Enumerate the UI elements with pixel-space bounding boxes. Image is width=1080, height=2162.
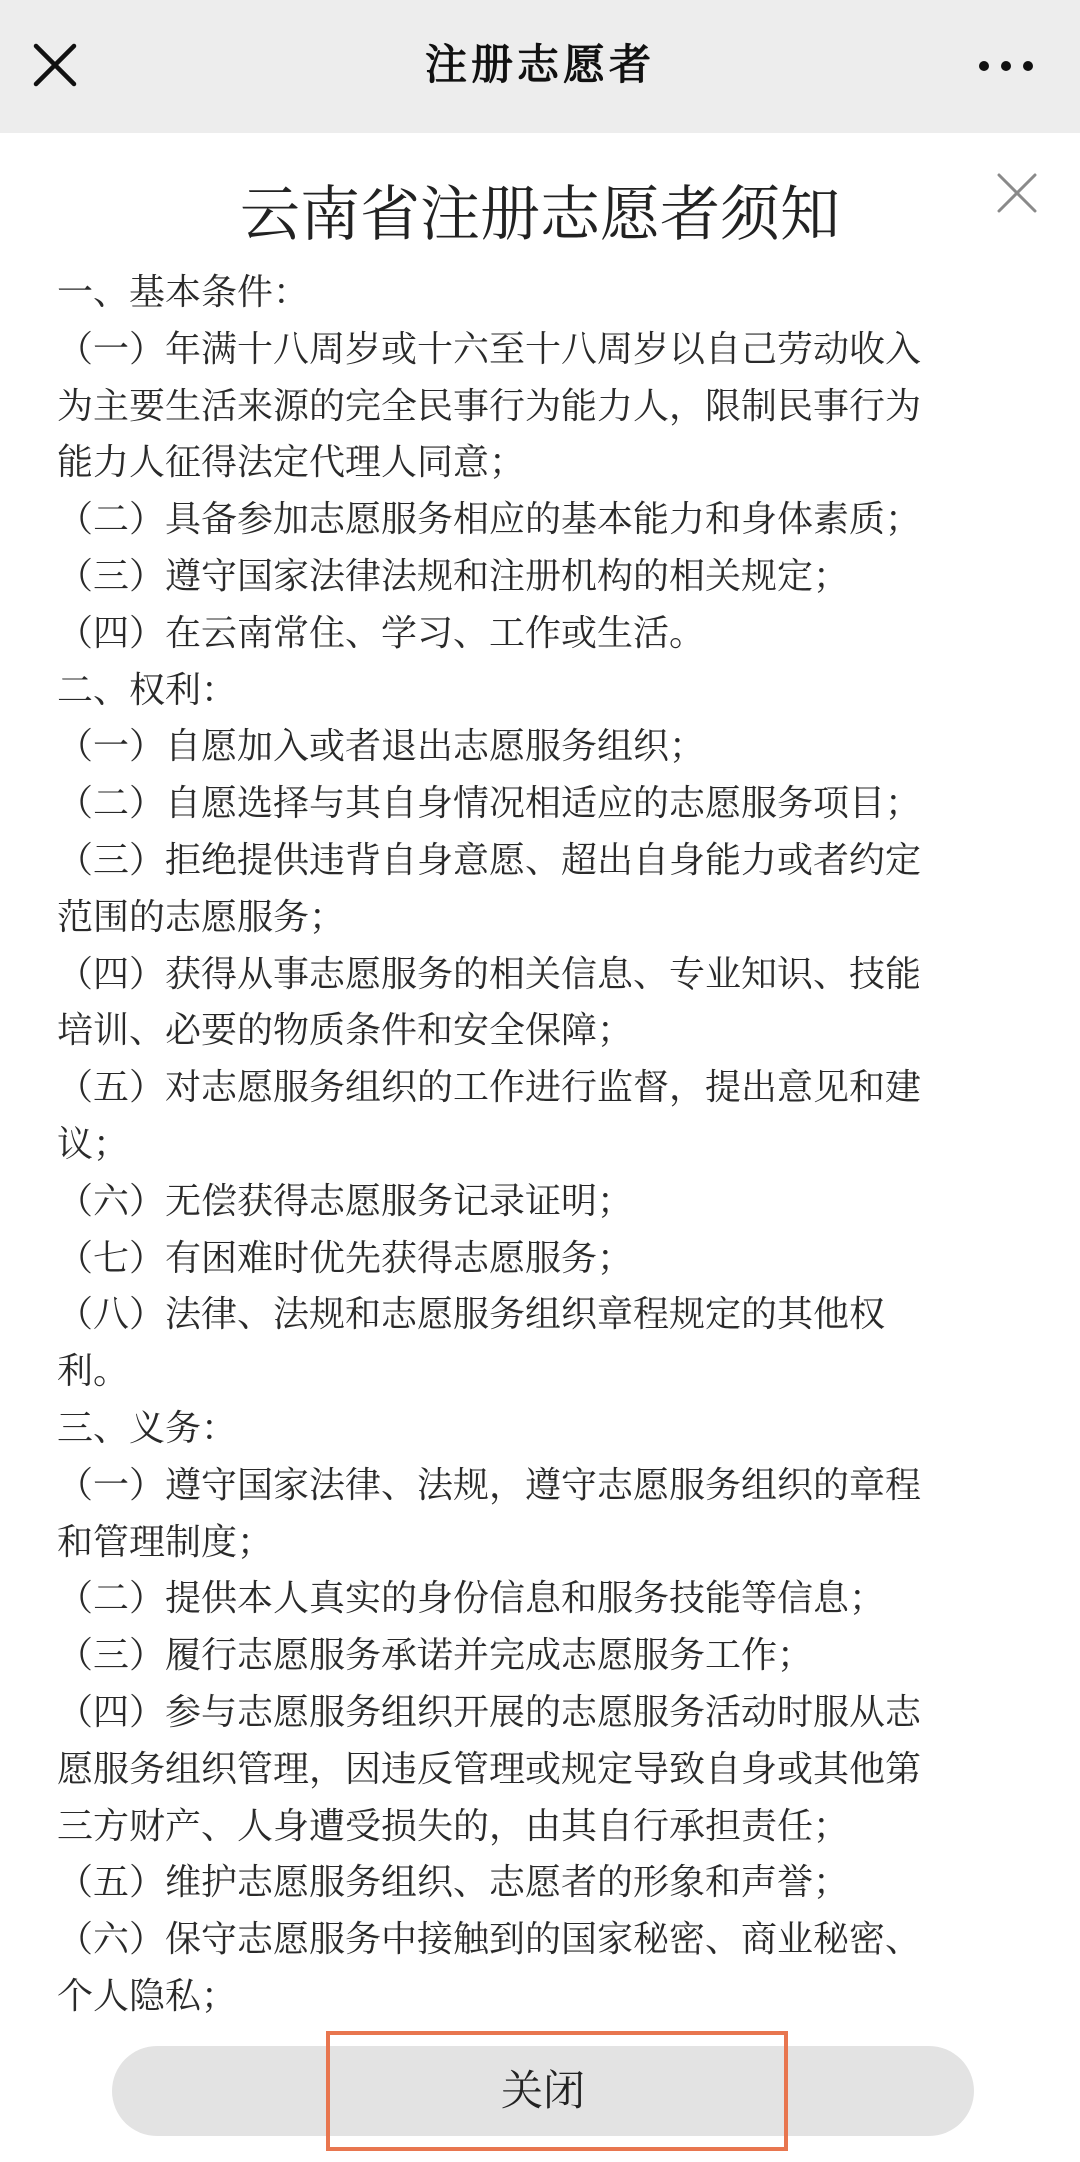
notice-line: （二）自愿选择与其自身情况相适应的志愿服务项目； <box>57 783 922 825</box>
notice-line: （二）提供本人真实的身份信息和服务技能等信息； <box>57 1578 886 1620</box>
notice-line: （二）具备参加志愿服务相应的基本能力和身体素质； <box>57 499 922 541</box>
close-icon[interactable] <box>28 38 82 92</box>
notice-line: （四）参与志愿服务组织开展的志愿服务活动时服从志 <box>57 1691 922 1733</box>
notice-line: （四）在云南常住、学习、工作或生活。 <box>57 612 706 654</box>
notice-line: （五）维护志愿服务组织、志愿者的形象和声誉； <box>57 1862 850 1904</box>
top-navigation-bar <box>0 0 1080 133</box>
notice-line: （七）有困难时优先获得志愿服务； <box>57 1237 634 1279</box>
close-icon[interactable] <box>996 172 1038 214</box>
notice-line: 为主要生活来源的完全民事行为能力人，限制民事行为 <box>57 385 922 427</box>
notice-line: 议； <box>57 1123 130 1165</box>
notice-line: 和管理制度； <box>57 1521 274 1563</box>
notice-line: （一）年满十八周岁或十六至十八周岁以自己劳动收入 <box>57 328 922 370</box>
notice-line: （六）无偿获得志愿服务记录证明； <box>57 1180 634 1222</box>
notice-line: 培训、必要的物质条件和安全保障； <box>57 1010 634 1052</box>
notice-line: 愿服务组织管理，因违反管理或规定导致自身或其他第 <box>57 1748 922 1790</box>
notice-line: （六）保守志愿服务中接触到的国家秘密、商业秘密、 <box>57 1919 922 1961</box>
notice-line: 范围的志愿服务； <box>57 896 346 938</box>
notice-line: 利。 <box>57 1351 130 1393</box>
notice-line: （五）对志愿服务组织的工作进行监督，提出意见和建 <box>57 1067 922 1109</box>
notice-body <box>57 265 1007 2026</box>
close-button[interactable]: 关闭 <box>112 2046 974 2136</box>
notice-title: 云南省注册志愿者须知 <box>240 180 840 250</box>
notice-line: 能力人征得法定代理人同意； <box>57 442 526 484</box>
notice-line: （一）自愿加入或者退出志愿服务组织； <box>57 726 706 768</box>
notice-line: （四）获得从事志愿服务的相关信息、专业知识、技能 <box>57 953 922 995</box>
notice-line: 三方财产、人身遭受损失的，由其自行承担责任； <box>57 1805 850 1847</box>
notice-line: （一）遵守国家法律、法规，遵守志愿服务组织的章程 <box>57 1464 922 1506</box>
notice-line: 个人隐私； <box>57 1975 238 2017</box>
notice-line: （三）履行志愿服务承诺并完成志愿服务工作； <box>57 1635 814 1677</box>
notice-line: 三、义务： <box>57 1407 238 1449</box>
page-title: 注册志愿者 <box>424 40 655 89</box>
close-button-bar <box>112 2046 974 2136</box>
notice-line: （三）拒绝提供违背自身意愿、超出自身能力或者约定 <box>57 839 922 881</box>
more-dots-icon[interactable] <box>978 52 1034 80</box>
notice-line: （三）遵守国家法律法规和注册机构的相关规定； <box>57 555 850 597</box>
notice-line: （八）法律、法规和志愿服务组织章程规定的其他权 <box>57 1294 886 1336</box>
notice-line: 二、权利： <box>57 669 238 711</box>
notice-line: 一、基本条件： <box>57 272 310 313</box>
